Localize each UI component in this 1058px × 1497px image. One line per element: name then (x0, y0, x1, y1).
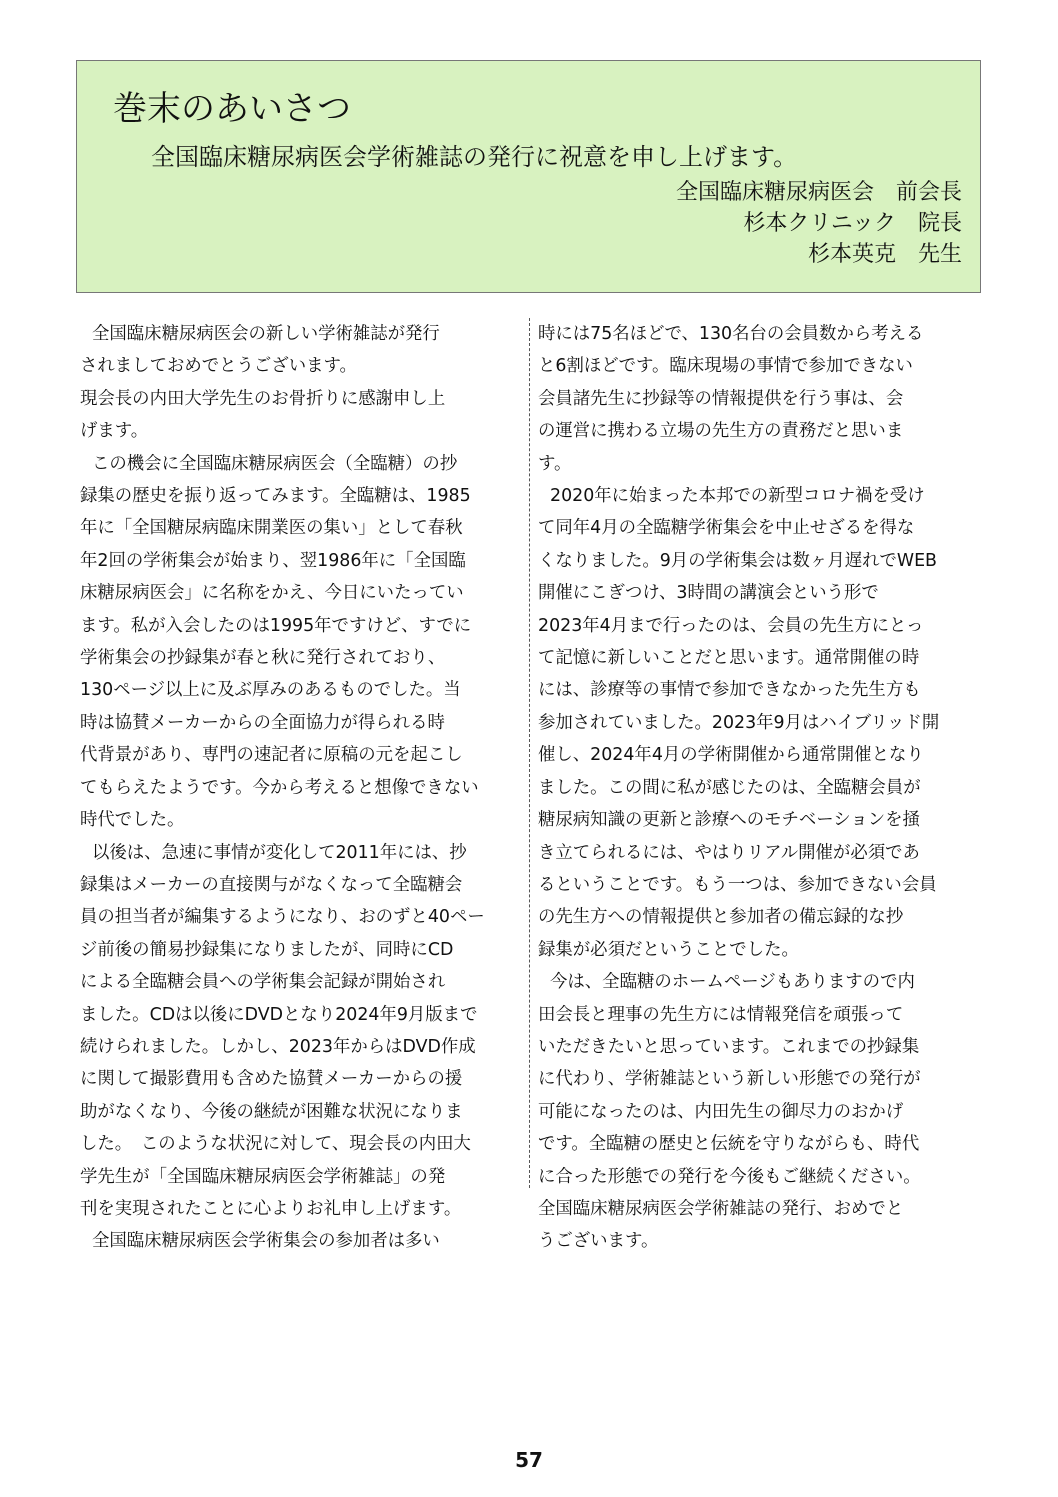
author-org: 全国臨床糖尿病医会 前会長 (675, 180, 962, 205)
text-line: て記憶に新しいことだと思います。通常開催の時 (538, 648, 920, 669)
text-line: て同年4月の全臨糖学術集会を中止せざるを得な (538, 518, 915, 539)
text-line: 2020年に始まった本邦での新型コロナ禍を受け (550, 486, 925, 507)
text-line: す。 (538, 453, 572, 474)
text-line: ます。私が入会したのは1995年ですけど、すでに (80, 615, 472, 636)
text-line: この機会に全国臨床糖尿病医会（全臨糖）の抄 (92, 453, 458, 474)
text-line: 全国臨床糖尿病医会学術集会の参加者は多い (92, 1231, 440, 1252)
author-name: 杉本英克 先生 (807, 242, 962, 267)
text-line: くなりました。9月の学術集会は数ヶ月遅れでWEB (538, 550, 937, 571)
text-line: 続けられました。しかし、2023年からはDVD作成 (80, 1036, 476, 1057)
text-line: 田会長と理事の先生方には情報発信を頑張って (538, 1004, 904, 1025)
text-line: いただきたいと思っています。これまでの抄録集 (538, 1036, 920, 1057)
text-line: ました。CDは以後にDVDとなり2024年9月版まで (80, 1004, 478, 1025)
text-line: 学術集会の抄録集が春と秋に発行されており、 (80, 648, 446, 669)
page-title: 巻末のあいさつ (113, 89, 351, 129)
text-line: 2023年4月まで行ったのは、会員の先生方にとっ (538, 615, 924, 636)
text-line: です。全臨糖の歴史と伝統を守りながらも、時代 (538, 1134, 920, 1155)
text-line: 録集が必須だということでした。 (538, 939, 799, 960)
text-line: に代わり、学術雑誌という新しい形態での発行が (538, 1069, 921, 1090)
column-divider (529, 318, 530, 1188)
text-line: 糖尿病知識の更新と診療へのモチベーションを掻 (538, 810, 920, 831)
title-box (76, 60, 981, 293)
text-line: 全国臨床糖尿病医会の新しい学術雑誌が発行 (92, 324, 440, 344)
text-line: 年2回の学術集会が始まり、翌1986年に「全国臨 (80, 550, 466, 571)
text-line: 以後は、急速に事情が変化して2011年には、抄 (92, 842, 467, 863)
text-line: 員の担当者が編集するようになり、おのずと40ペー (80, 907, 485, 928)
text-line: てもらえたようです。今から考えると想像できない (80, 777, 479, 798)
text-line: 参加されていました。2023年9月はハイブリッド開 (538, 712, 940, 733)
text-line: 学先生が「全国臨床糖尿病医会学術雑誌」の発 (80, 1166, 446, 1187)
author-block (676, 177, 962, 270)
text-line: に合った形態での発行を今後もご継続ください。 (538, 1166, 921, 1187)
text-line: 会員諸先生に抄録等の情報提供を行う事は、会 (538, 388, 904, 409)
text-line: には、診療等の事情で参加できなかった先生方も (538, 680, 921, 701)
body-column-right (538, 318, 982, 1258)
text-line: き立てられるには、やはりリアル開催が必須であ (538, 842, 920, 863)
text-line: 130ページ以上に及ぶ厚みのあるものでした。当 (80, 680, 461, 701)
text-line: 今は、全臨糖のホームページもありますので内 (550, 972, 915, 993)
text-line: 刊を実現されたことに心よりお礼申し上げます。 (80, 1198, 462, 1219)
text-line: 全国臨床糖尿病医会学術雑誌の発行、おめでと (538, 1198, 904, 1219)
text-line: 開催にこぎつけ、3時間の講演会という形で (538, 583, 879, 604)
text-line: 時には75名ほどで、130名台の会員数から考える (538, 324, 924, 344)
text-line: るということです。もう一つは、参加できない会員 (538, 874, 937, 895)
text-line: の先生方への情報提供と参加者の備忘録的な抄 (538, 907, 904, 928)
text-line: 代背景があり、専門の速記者に原稿の元を起こし (80, 745, 463, 766)
text-line: 時は協賛メーカーからの全面協力が得られる時 (80, 712, 445, 733)
text-line: による全臨糖会員への学術集会記録が開始され (80, 972, 446, 993)
text-line: ました。この間に私が感じたのは、全臨糖会員が (538, 777, 921, 798)
text-line: 年に「全国糖尿病臨床開業医の集い」として春秋 (80, 518, 463, 539)
text-line: げます。 (80, 421, 149, 442)
text-line: うございます。 (538, 1231, 659, 1252)
author-clinic: 杉本クリニック 院長 (743, 211, 962, 236)
text-line: されましておめでとうございます。 (80, 356, 357, 377)
text-line: 助がなくなり、今後の継続が困難な状況になりま (80, 1101, 463, 1122)
text-line: 時代でした。 (80, 810, 185, 831)
text-line: と6割ほどです。臨床現場の事情で参加できない (538, 356, 913, 377)
body-column-left (80, 318, 524, 1258)
text-line: した。 このような状況に対して、現会長の内田大 (80, 1134, 471, 1155)
text-line: ジ前後の簡易抄録集になりましたが、同時にCD (80, 939, 454, 960)
text-line: 現会長の内田大学先生のお骨折りに感謝申し上 (80, 388, 446, 409)
page-subtitle: 全国臨床糖尿病医会学術雑誌の発行に祝意を申し上げます。 (151, 143, 798, 171)
text-line: 催し、2024年4月の学術開催から通常開催となり (538, 745, 924, 766)
text-line: 可能になったのは、内田先生の御尽力のおかげ (538, 1101, 904, 1122)
text-line: の運営に携わる立場の先生方の責務だと思いま (538, 421, 904, 442)
text-line: 録集の歴史を振り返ってみます。全臨糖は、1985 (80, 486, 471, 507)
text-line: に関して撮影費用も含めた協賛メーカーからの援 (80, 1069, 463, 1090)
text-line: 録集はメーカーの直接関与がなくなって全臨糖会 (80, 874, 463, 895)
text-line: 床糖尿病医会」に名称をかえ、今日にいたってい (80, 583, 464, 604)
page-number: 57 (515, 1448, 543, 1472)
